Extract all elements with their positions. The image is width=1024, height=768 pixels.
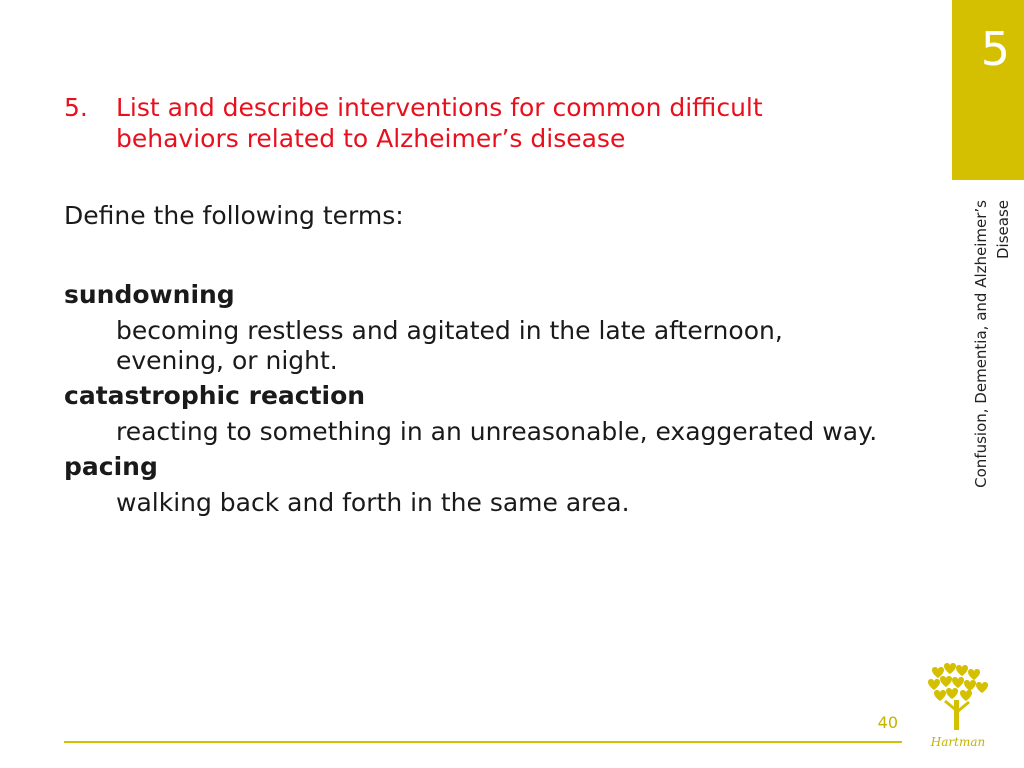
objective-number: 5.	[64, 93, 88, 122]
tree-of-hearts-icon	[922, 660, 994, 750]
chapter-side-title	[970, 200, 1016, 512]
definition-pacing: walking back and forth in the same area.	[116, 488, 630, 517]
intro-text: Define the following terms:	[64, 201, 404, 230]
objective-text: List and describe interventions for common difficult behaviors related to Alzheimer’s disease	[116, 93, 763, 153]
term-list	[64, 279, 884, 522]
term-catastrophic-reaction: catastrophic reaction	[64, 381, 366, 410]
chapter-tab	[952, 0, 1024, 180]
hartman-logo	[922, 660, 994, 750]
chapter-title: Confusion, Dementia, and Alzheimer’s Disease	[972, 200, 1012, 488]
footer-divider	[64, 741, 902, 743]
term-pacing: pacing	[64, 452, 158, 481]
definition-catastrophic-reaction: reacting to something in an unreasonable, exaggerated way.	[116, 417, 878, 446]
logo-wordmark: Hartman	[930, 735, 986, 749]
term-sundowning: sundowning	[64, 280, 235, 309]
page-number: 40	[877, 713, 898, 732]
learning-objective	[64, 92, 864, 154]
definition-sundowning: becoming restless and agitated in the late afternoon, evening, or night.	[116, 316, 783, 375]
chapter-number: 5	[980, 22, 1010, 76]
